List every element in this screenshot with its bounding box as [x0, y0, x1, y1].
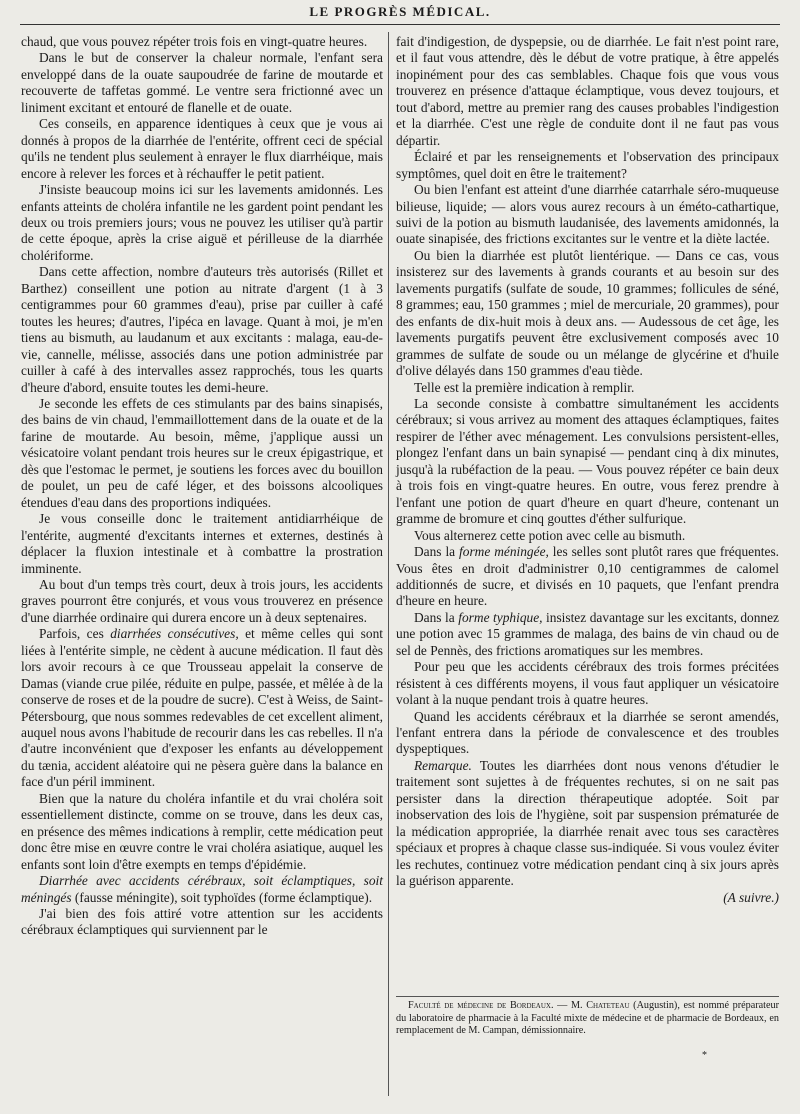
- column-divider: [388, 32, 389, 1096]
- paragraph: Ou bien la diarrhée est plutôt lientérique. — Dans ce cas, vous insisterez sur des lavements à grands courants et au besoin sur des lavements purgatifs (sulfate de soude, 10 grammes; follicules de séné, 8 grammes; eau, 150 grammes ; miel de mercuriale, 20 grammes), pour des enfants de dix-huit mois à deux ans. — Audessous de cet âge, les lavements purgatifs peuvent être exclusivement composés avec 10 grammes de sulfate de soude ou un mélange de glycérine et d'huile d'olive délayés dans 150 grammes d'eau tiède.: [396, 247, 779, 379]
- paragraph: J'ai bien des fois attiré votre attention sur les accidents cérébraux éclamptiques qui surviennent par le: [21, 906, 383, 938]
- footnote-dash: — M.: [553, 1000, 587, 1011]
- paragraph-italic: forme méningée,: [459, 544, 549, 560]
- paragraph: Quand les accidents cérébraux et la diarrhée se seront amendés, l'enfant entrera dans la période de convalescence et des troubles dyspeptiques.: [396, 708, 779, 757]
- footnote-name: Chateteau: [586, 1000, 630, 1011]
- paragraph: [21, 626, 383, 791]
- paragraph: Ou bien l'enfant est atteint d'une diarrhée catarrhale séro-muqueuse bilieuse, liquide; — alors vous aurez recours à un éméto-cathartique, suivi de la potion au bismuth laudanisée, des lavements amidonnés, la ouate sinapisée, des frictions excitantes sur le ventre et la diète lactée.: [396, 182, 779, 247]
- paragraph: Dans cette affection, nombre d'auteurs très autorisés (Rillet et Barthez) conseillent une potion au nitrate d'argent (1 à 3 centigrammes pour 60 grammes d'eau), prise par cuiller à café toutes les heures; d'autres, l'ipéca en lavage. Quant à moi, je m'en tiens au bismuth, au laudanum et aux excitants : malaga, eau-de-vie, cannelle, mélisse, associés dans une potion administrée par cuiller à café à des intervalles assez rapprochés, tous les quarts d'heure d'abord, ensuite toutes les demi-heure.: [21, 264, 383, 395]
- paragraph-text: insistez davantage sur les excitants, donnez une potion avec 15 grammes de malaga, des bains de vin chaud ou de sel de Pennès, des frictions aromatiques sur les membres.: [396, 609, 779, 658]
- paragraph-italic: diarrhées consécutives,: [110, 626, 239, 642]
- paragraph-italic: Diarrhée avec accidents cérébraux, soit éclamptiques, soit méningés: [21, 873, 383, 905]
- paragraph: Je vous conseille donc le traitement antidiarrhéique de l'entérite, augmenté d'excitants internes et externes, destinés à déplacer la fluxion intestinale et à combattre la prostration imminente.: [21, 511, 383, 576]
- page-header: LE PROGRÈS MÉDICAL.: [309, 4, 491, 19]
- paragraph: [21, 873, 383, 906]
- footnote-rule: [396, 996, 779, 997]
- paragraph: [396, 544, 779, 610]
- paragraph: Bien que la nature du choléra infantile et du vrai choléra soit essentiellement distincte, comme on se trouve, dans les deux cas, en présence des mêmes indications à remplir, cette médication peut donc être mise en œuvre contre le vrai choléra asiatique, auquel les enfants sont loin d'être exempts en temps d'épidémie.: [21, 790, 383, 872]
- paragraph: [396, 610, 779, 659]
- paragraph-text: Dans la: [414, 609, 459, 625]
- paragraph-text: les selles sont plutôt rares que fréquentes. Vous êtes en droit d'administrer 0,10 centigrammes de calomel additionnés de sucre, et divisés en 10 paquets, que l'enfant prendra d'heure en heure.: [396, 544, 780, 609]
- paragraph: Éclairé et par les renseignements et l'observation des principaux symptômes, quel doit en être le traitement?: [396, 149, 779, 181]
- paragraph: Ces conseils, en apparence identiques à ceux que je vous ai donnés à propos de la diarrhée de l'entérite, offrent ceci de spécial qu'ils ne tendent plus seulement à enrayer le flux diarrhéique, mais encore à relever les forces et à réchauffer le petit patient.: [21, 116, 383, 181]
- paragraph: chaud, que vous pouvez répéter trois fois en vingt-quatre heures.: [21, 34, 368, 49]
- paragraph: Vous alternerez cette potion avec celle au bismuth.: [414, 527, 686, 543]
- header-rule: [20, 24, 780, 25]
- paragraph: La seconde consiste à combattre simultanément les accidents cérébraux; si vous arrivez au moment des attaques éclamptiques, faites respirer de l'éther avec ménagement. Les convulsions persistent-elles, plongez l'enfant dans un bain synapisé — pendant cinq à dix minutes, jusqu'à la rubéfaction de la peau. — Vous pouvez répéter ce bain deux à trois fois en vingt-quatre heures. En outre, vous ferez prendre à l'enfant une potion de quart d'heure en quart d'heure, contenant un gramme de bromure et cinq gouttes d'éther sulfurique.: [396, 395, 779, 527]
- footnote-lead: Faculté de médecine de Bordeaux.: [408, 1000, 554, 1011]
- paragraph: Au bout d'un temps très court, deux à trois jours, les accidents graves pourront être conjurés, et vous vous trouverez en présence d'une diarrhée ordinaire qui durera encore un à deux septenaires.: [21, 576, 383, 625]
- paragraph: Telle est la première indication à remplir.: [414, 379, 635, 395]
- paragraph: Dans le but de conserver la chaleur normale, l'enfant sera enveloppé dans de la ouate saupoudrée de farine de moutarde et recouverte de taffetas gommé. Le ventre sera frictionné avec un liniment excitant et entouré de flanelle et de ouate.: [21, 50, 383, 115]
- paragraph: [396, 758, 779, 890]
- paragraph: J'insiste beaucoup moins ici sur les lavements amidonnés. Les enfants atteints de choléra infantile ne les gardent point pendant les deux ou trois premiers jours; vous ne pouvez les utiliser qu'à partir de cette époque, après la crise aiguë et périlleuse de la diarrhée cholériforme.: [21, 182, 383, 263]
- paragraph-text: et même celles qui sont liées à l'entérite simple, ne cèdent à aucune médication. Il faut dès lors avoir recours à ce que Trousseau appelait la conserve de Damas (viande crue pilée, réduite en pulpe, passée, et mêlée à de la conserve de roses et de la poudre de sucre). C'est à Weiss, de Saint-Pétersbourg, que nous sommes redevables de cet excellent aliment, auquel nous avons l'habitude de recourir dans les cas rebelles. Il n'a d'autre inconvénient que d'exposer les enfants au développement du tænia, accident aléatoire qui ne pèsera guère dans la balance en face d'un péril imminent.: [21, 626, 383, 790]
- paragraph: Je seconde les effets de ces stimulants par des bains sinapisés, des bains de vin chaud, l'emmaillottement dans de la ouate et de la farine de moutarde. Au besoin, même, j'applique aussi un vésicatoire volant pendant trois heures sur le creux épigastrique, et dès que l'estomac le permet, je soutiens les forces avec du bouillon de poulet, un peu de café léger, et des boissons alcooliques étendues d'eau dans des proportions indiquées.: [21, 395, 383, 510]
- paragraph-text: (fausse méningite), soit typhoïdes (forme éclamptique).: [71, 889, 373, 905]
- paragraph-text: Parfois, ces: [39, 626, 111, 642]
- paragraph: Pour peu que les accidents cérébraux des trois formes précitées résistent à ces différents moyens, il vous faut appliquer un vésicatoire volant à la nuque pendant trois à quatre heures.: [396, 659, 779, 708]
- paragraph: [396, 890, 779, 906]
- paragraph-italic: forme typhique,: [458, 609, 543, 625]
- to-be-continued: (A suivre.): [723, 889, 779, 905]
- footnote-body: (Augustin), est nommé préparateur du laboratoire de pharmacie à la Faculté mixte de médecine et de pharmacie de Bordeaux, en remplacement de M. Campan, démissionnaire.: [396, 1000, 779, 1036]
- paragraph-text: Toutes les diarrhées dont nous venons d'étudier le traitement sont sujettes à de fréquentes rechutes, si on ne sait pas persister dans la direction thérapeutique adoptée. Soit par inobservation des lois de l'hygiène, soit par suspension prématurée de la médication appropriée, la diarrhée renait avec tous ses caractères spéciaux et propres à chaque classe sus-indiquée. Si vous voulez éviter les rechutes, continuez votre médication pendant cinq à six jours après la guérison apparente.: [396, 757, 779, 889]
- right-column: [396, 34, 779, 906]
- footnote-paragraph: [396, 1000, 779, 1038]
- ornament-star: *: [702, 1050, 707, 1061]
- paragraph-text: Dans la: [414, 544, 460, 560]
- footnote: [396, 1000, 779, 1038]
- paragraph-italic: Remarque.: [414, 757, 472, 773]
- left-column: [21, 34, 383, 939]
- paragraph: fait d'indigestion, de dyspepsie, ou de diarrhée. Le fait n'est point rare, et il faut vous attendre, dès le début de votre pratique, à être appelés inopinément pour des cas semblables. Chaque fois que vous vous trouverez en présence d'attaque éclamptique, vous devez toujours, et tout d'abord, mettre au premier rang des causes probables l'indigestion et la diarrhée. C'est une règle de conduite dont il ne faut pas vous départir.: [396, 34, 779, 148]
